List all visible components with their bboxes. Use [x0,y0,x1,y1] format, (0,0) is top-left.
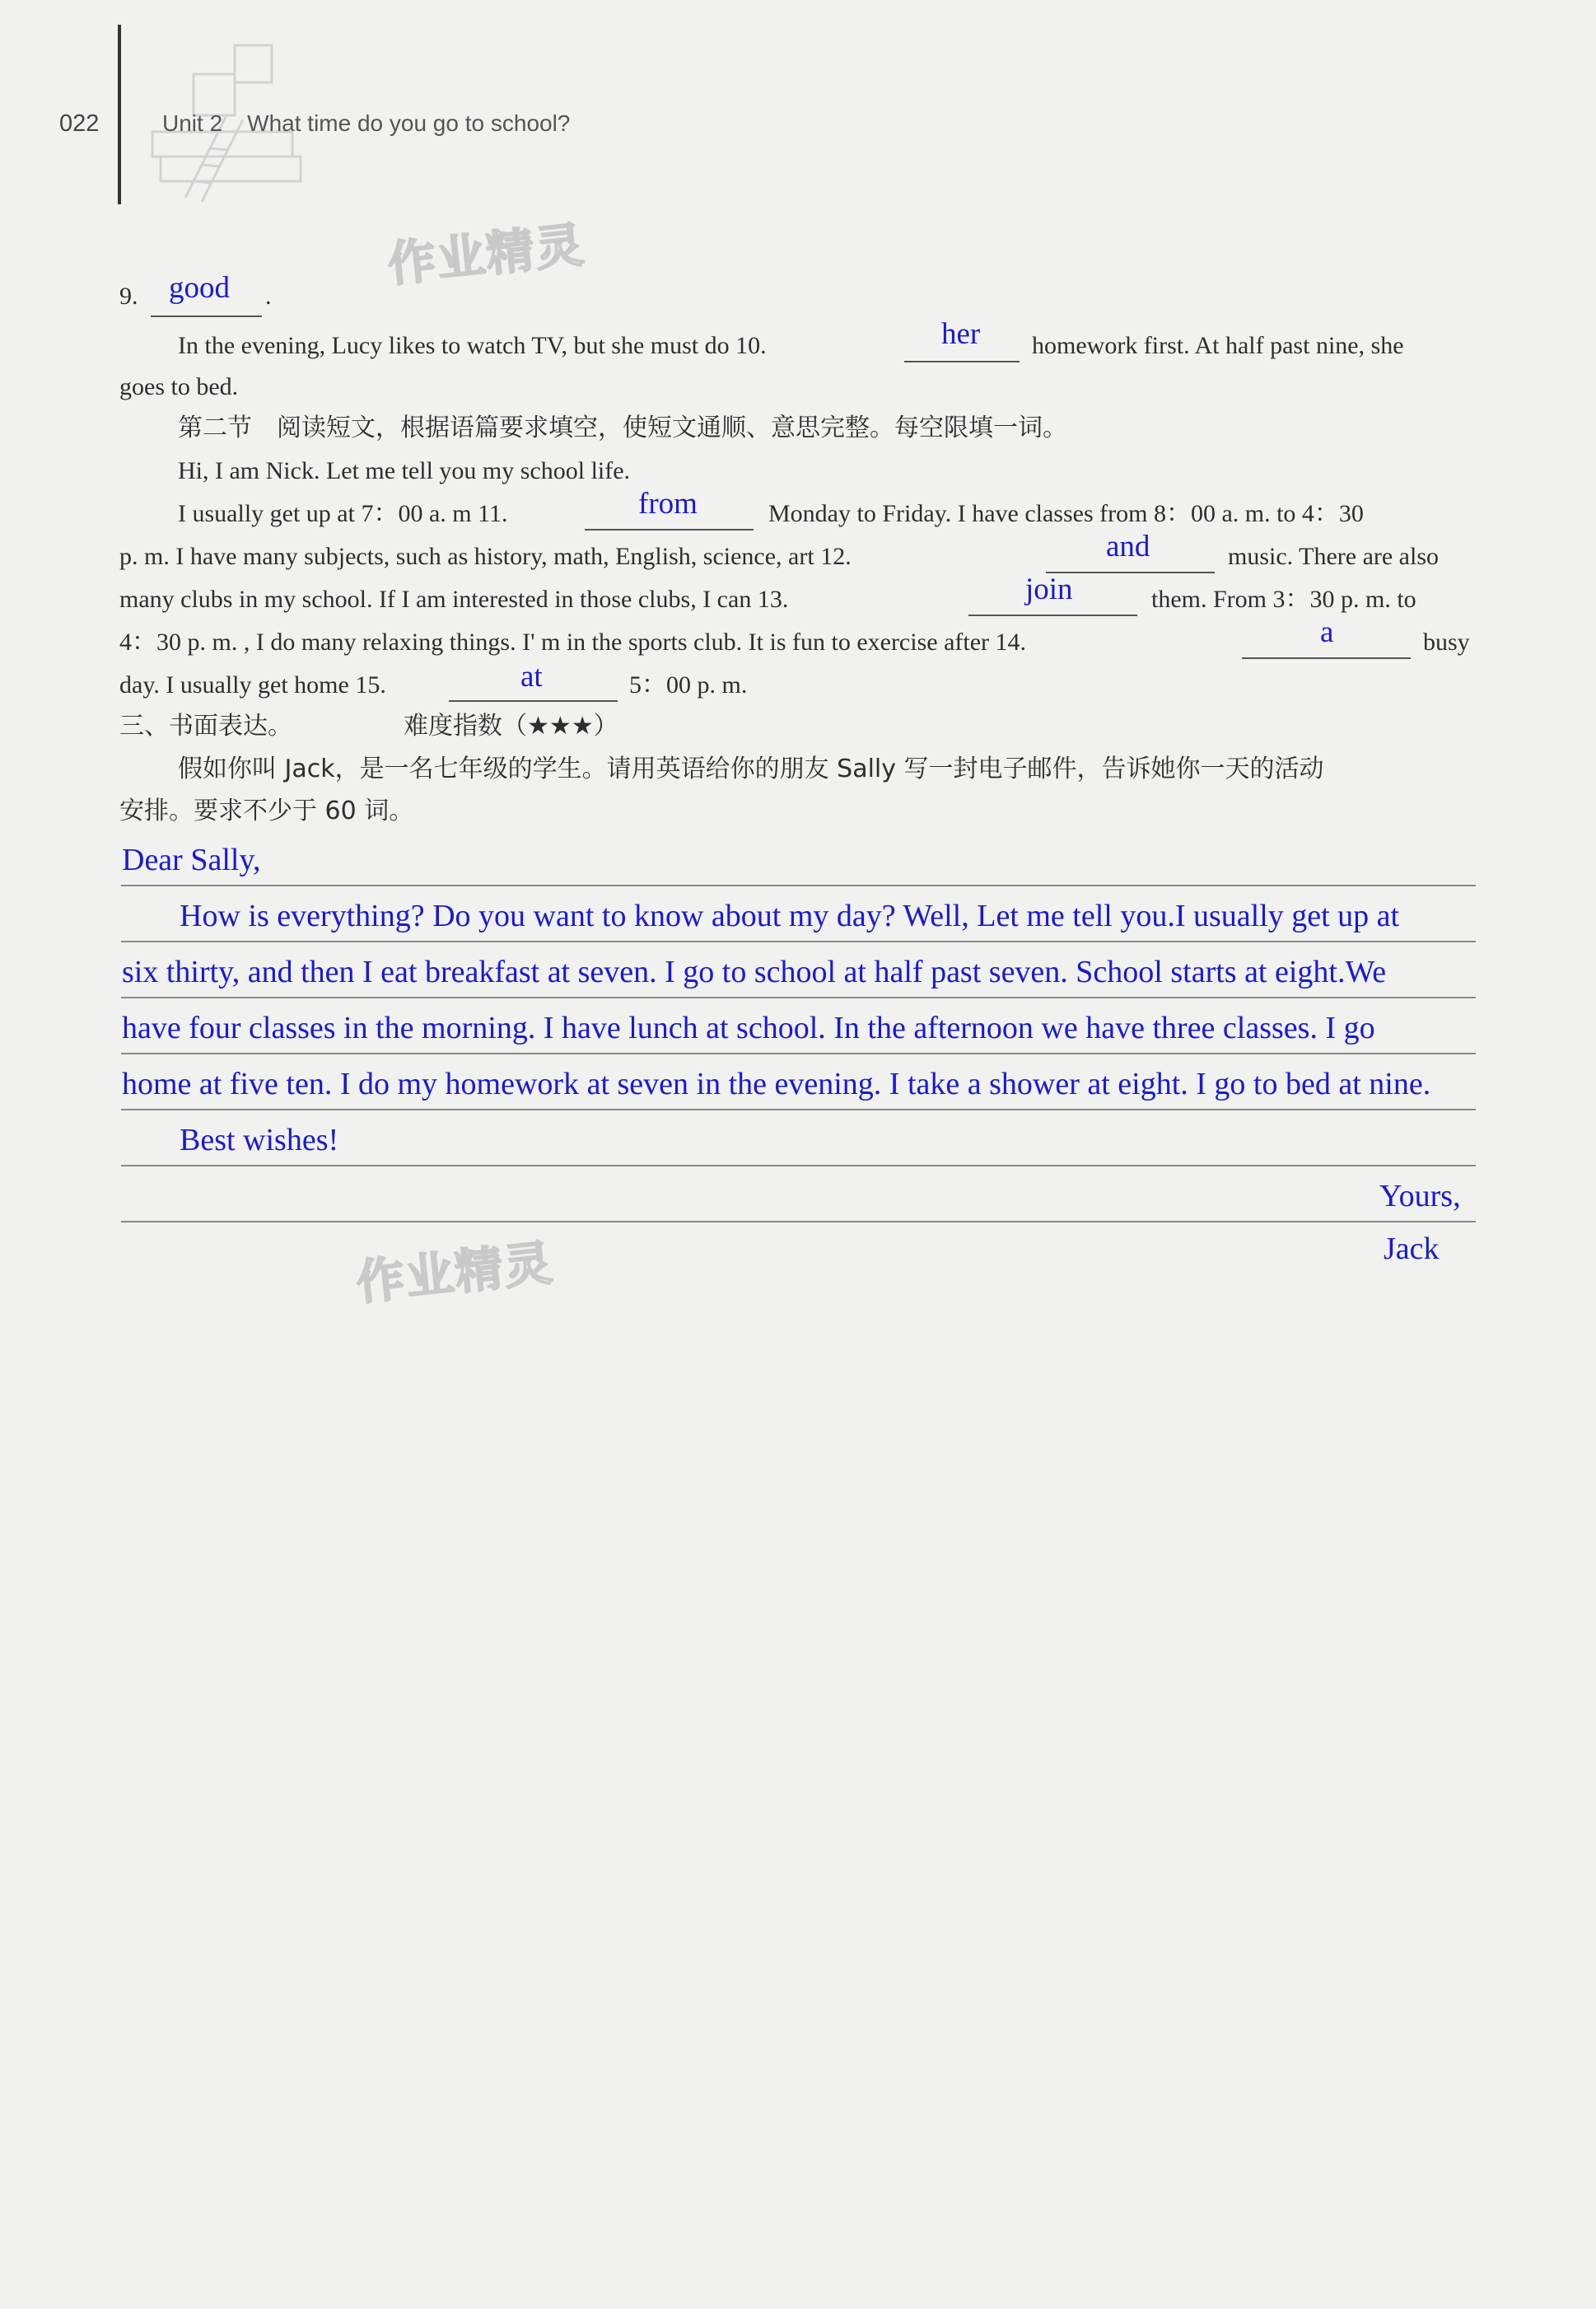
text-line: goes to bed. [119,373,239,400]
text-line: Monday to Friday. I have classes from 8：00 a. m. to 4：30 [768,500,1364,527]
letter-line: home at five ten. I do my homework at seven in the evening. I take a shower at eight. I go to bed at nine. [122,1067,1431,1101]
watermark: 作业精灵 [385,216,588,293]
letter-signature: Jack [1384,1232,1440,1266]
ruled-line [121,1165,1476,1166]
letter-line: six thirty, and then I eat breakfast at seven. I go to school at half past seven. School starts at eight.We [122,955,1387,989]
header-divider [118,25,121,204]
text-line: homework first. At half past nine, she [1032,332,1404,359]
q9-end: . [265,283,272,310]
ruled-line [121,1053,1476,1054]
letter-signoff: Yours, [1379,1179,1461,1213]
ruled-line [121,1221,1476,1222]
q13-blank [968,615,1137,616]
q9-number: 9. [119,283,138,310]
letter-greeting: Dear Sally, [122,843,261,877]
text-line: day. I usually get home 15. [119,671,386,699]
answer-11: from [638,487,698,521]
watermark: 作业精灵 [353,1234,557,1311]
ruled-line [121,997,1476,998]
unit-title [162,110,570,137]
answer-12: and [1106,530,1150,563]
ruled-line [121,1109,1476,1110]
text-line: Hi, I am Nick. Let me tell you my school life. [178,457,631,484]
q11-blank [585,529,754,531]
difficulty-rating: 难度指数（★★★） [404,712,618,741]
page-number: 022 [59,110,100,137]
answer-13: join [1025,573,1073,606]
section-heading: 三、书面表达。 [119,712,292,741]
ruled-line [121,885,1476,886]
text-line: busy [1423,629,1470,656]
text-line: music. There are also [1228,543,1440,570]
letter-line: How is everything? Do you want to know about my day? Well, Let me tell you.I usually get up at [180,899,1400,933]
text-line: 5：00 p. m. [629,671,748,699]
text-line: p. m. I have many subjects, such as history, math, English, science, art 12. [119,543,852,570]
q14-blank [1242,657,1411,659]
text-line: I usually get up at 7：00 a. m 11. [178,500,508,527]
letter-closing: Best wishes! [180,1123,339,1157]
writing-prompt: 安排。要求不少于 60 词。 [119,797,414,825]
answer-15: at [520,660,543,694]
text-line: In the evening, Lucy likes to watch TV, but she must do 10. [178,332,767,359]
text-line: them. From 3：30 p. m. to [1151,586,1416,613]
q10-blank [904,361,1020,362]
q9-blank [151,316,262,317]
text-line: 4：30 p. m. , I do many relaxing things. I' m in the sports club. It is fun to exercise after 14. [119,629,1027,656]
ruled-line [121,941,1476,942]
answer-9: good [169,271,230,305]
text-line: many clubs in my school. If I am interested in those clubs, I can 13. [119,586,789,613]
section-heading: 第二节 阅读短文，根据语篇要求填空，使短文通顺、意思完整。每空限填一词。 [178,414,1067,442]
writing-prompt: 假如你叫 Jack，是一名七年级的学生。请用英语给你的朋友 Sally 写一封电子邮件，告诉她你一天的活动 [178,755,1324,783]
unit-label: Unit 2 [162,110,223,136]
letter-line: have four classes in the morning. I have lunch at school. In the afternoon we have three classes. I go [122,1011,1375,1045]
answer-14: a [1320,615,1334,649]
q15-blank [449,700,618,702]
answer-10: her [941,317,981,351]
unit-question: What time do you go to school? [247,110,571,136]
